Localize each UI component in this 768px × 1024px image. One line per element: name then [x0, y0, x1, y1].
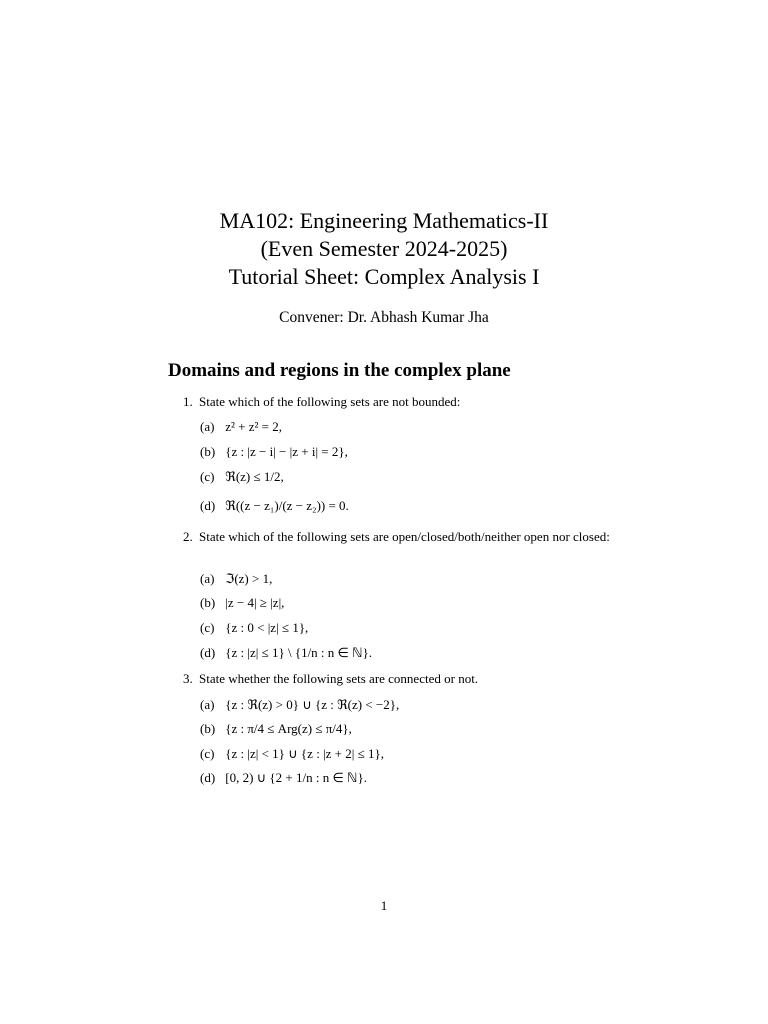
semester-line: (Even Semester 2024-2025)	[260, 236, 508, 261]
item-label: (d)	[200, 770, 216, 785]
item-expression: ℑ(z) > 1,	[225, 571, 273, 586]
item-label: (c)	[200, 469, 215, 484]
question-text: State whether the following sets are connected or not.	[199, 671, 479, 686]
item-expression: ℜ((z − z₁)/(z − z₂)) = 0.	[225, 498, 349, 513]
item-expression: {z : |z| ≤ 1} \ {1/n : n ∈ ℕ}.	[225, 645, 373, 660]
section-heading: Domains and regions in the complex plane	[168, 360, 511, 381]
sheet-title: Tutorial Sheet: Complex Analysis I	[228, 264, 540, 289]
item-label: (b)	[200, 595, 216, 610]
question-1	[183, 394, 623, 410]
item-label: (d)	[200, 498, 216, 513]
question-1-item-a	[200, 419, 282, 435]
question-2-item-c	[200, 620, 308, 636]
item-label: (b)	[200, 721, 216, 736]
item-expression: {z : 0 < |z| ≤ 1},	[225, 620, 309, 635]
item-expression: ℜ(z) ≤ 1/2,	[225, 469, 284, 484]
item-expression: |z − 4| ≥ |z|,	[225, 595, 285, 610]
question-number: 2.	[183, 529, 193, 544]
item-expression: {z : ℜ(z) > 0} ∪ {z : ℜ(z) < −2},	[225, 697, 400, 712]
item-label: (c)	[200, 746, 215, 761]
question-2-item-b	[200, 595, 284, 611]
question-3-item-a	[200, 697, 399, 713]
question-3-item-d	[200, 770, 367, 786]
question-2-item-d	[200, 645, 372, 661]
convener-line: Convener: Dr. Abhash Kumar Jha	[279, 309, 489, 326]
question-2	[183, 529, 623, 561]
question-1-item-b	[200, 444, 348, 460]
course-title: MA102: Engineering Mathematics-II	[219, 208, 549, 233]
question-text: State which of the following sets are not bounded:	[199, 394, 461, 409]
question-1-item-c	[200, 469, 284, 485]
question-3	[183, 671, 623, 687]
item-label: (c)	[200, 620, 215, 635]
question-number: 3.	[183, 671, 193, 686]
question-2-item-a	[200, 571, 272, 587]
question-number: 1.	[183, 394, 193, 409]
item-label: (a)	[200, 571, 215, 586]
item-label: (b)	[200, 444, 216, 459]
item-label: (a)	[200, 697, 215, 712]
item-expression: z² + z² = 2,	[225, 419, 282, 434]
item-expression: {z : |z| < 1} ∪ {z : |z + 2| ≤ 1},	[225, 746, 384, 761]
question-1-item-d	[200, 498, 349, 514]
question-3-item-b	[200, 721, 352, 737]
question-3-item-c	[200, 746, 384, 762]
question-text: State which of the following sets are open/closed/both/neither open nor closed:	[199, 529, 610, 544]
item-expression: {z : π/4 ≤ Arg(z) ≤ π/4},	[225, 721, 352, 736]
item-label: (a)	[200, 419, 215, 434]
item-label: (d)	[200, 645, 216, 660]
page-number: 1	[380, 898, 388, 913]
item-expression: {z : |z − i| − |z + i| = 2},	[225, 444, 348, 459]
item-expression: [0, 2) ∪ {2 + 1/n : n ∈ ℕ}.	[225, 770, 367, 785]
